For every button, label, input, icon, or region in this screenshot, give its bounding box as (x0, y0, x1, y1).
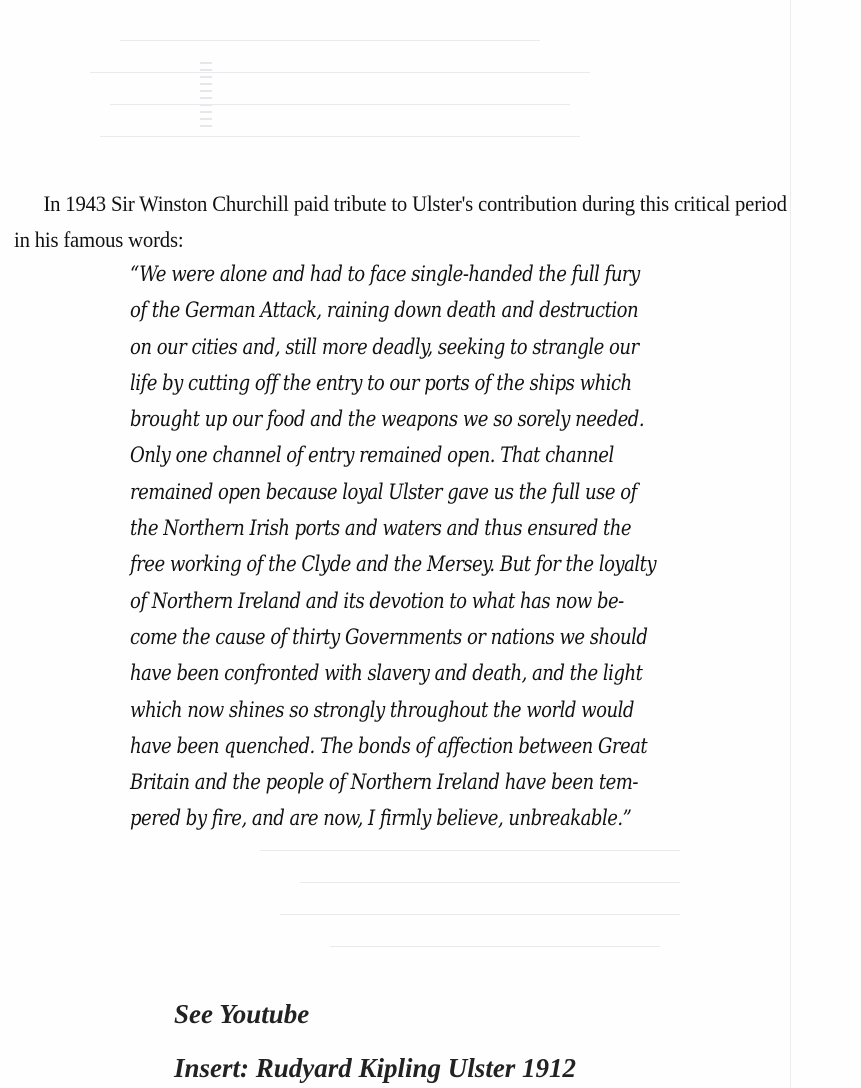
quote-line: “We were alone and had to face single-handed the full fury (130, 262, 640, 286)
quote-line: come the cause of thirty Governments or nations we should (130, 624, 648, 649)
quote-line: Britain and the people of Northern Ireland have been tem- (130, 770, 638, 795)
page-fold-line (790, 0, 791, 1088)
quote-line: have been confronted with slavery and death, and the light (130, 661, 643, 686)
quote-line: remained open because loyal Ulster gave us the full use of (130, 479, 637, 504)
see-youtube-note: See Youtube (174, 999, 310, 1029)
show-through-line (280, 914, 680, 915)
quote-line: on our cities and, still more deadly, seeking to strangle our (130, 334, 639, 359)
show-through-line (330, 946, 660, 947)
show-through-line (260, 850, 680, 851)
show-through-line (120, 40, 540, 41)
quote-line: of Northern Ireland and its devotion to what has now be- (130, 588, 624, 613)
quote-line: brought up our food and the weapons we so sorely needed. (130, 407, 645, 432)
insert-note: Insert: Rudyard Kipling Ulster 1912 (174, 1053, 577, 1083)
quote-line: pered by fire, and are now, I firmly believe, unbreakable.” (130, 806, 632, 831)
show-through-line (300, 882, 680, 883)
quote-line: Only one channel of entry remained open. That channel (130, 443, 614, 468)
quote-line: life by cutting off the entry to our ports of the ships which (130, 370, 632, 395)
show-through-line (110, 104, 570, 105)
intro-paragraph: In 1943 Sir Winston Churchill paid tribute to Ulster's contribution during this critical period in his famous words: (14, 191, 787, 252)
churchill-quote (130, 256, 680, 837)
quote-line: of the German Attack, raining down death and destruction (130, 298, 639, 323)
quote-line: which now shines so strongly throughout the world would (130, 697, 634, 722)
quote-line: the Northern Irish ports and waters and thus ensured the (130, 516, 632, 541)
show-through-line (90, 72, 590, 73)
quote-line: free working of the Clyde and the Mersey. But for the loyalty (130, 552, 657, 577)
show-through-line (100, 136, 580, 137)
quote-line: have been quenched. The bonds of affection between Great (130, 733, 648, 758)
